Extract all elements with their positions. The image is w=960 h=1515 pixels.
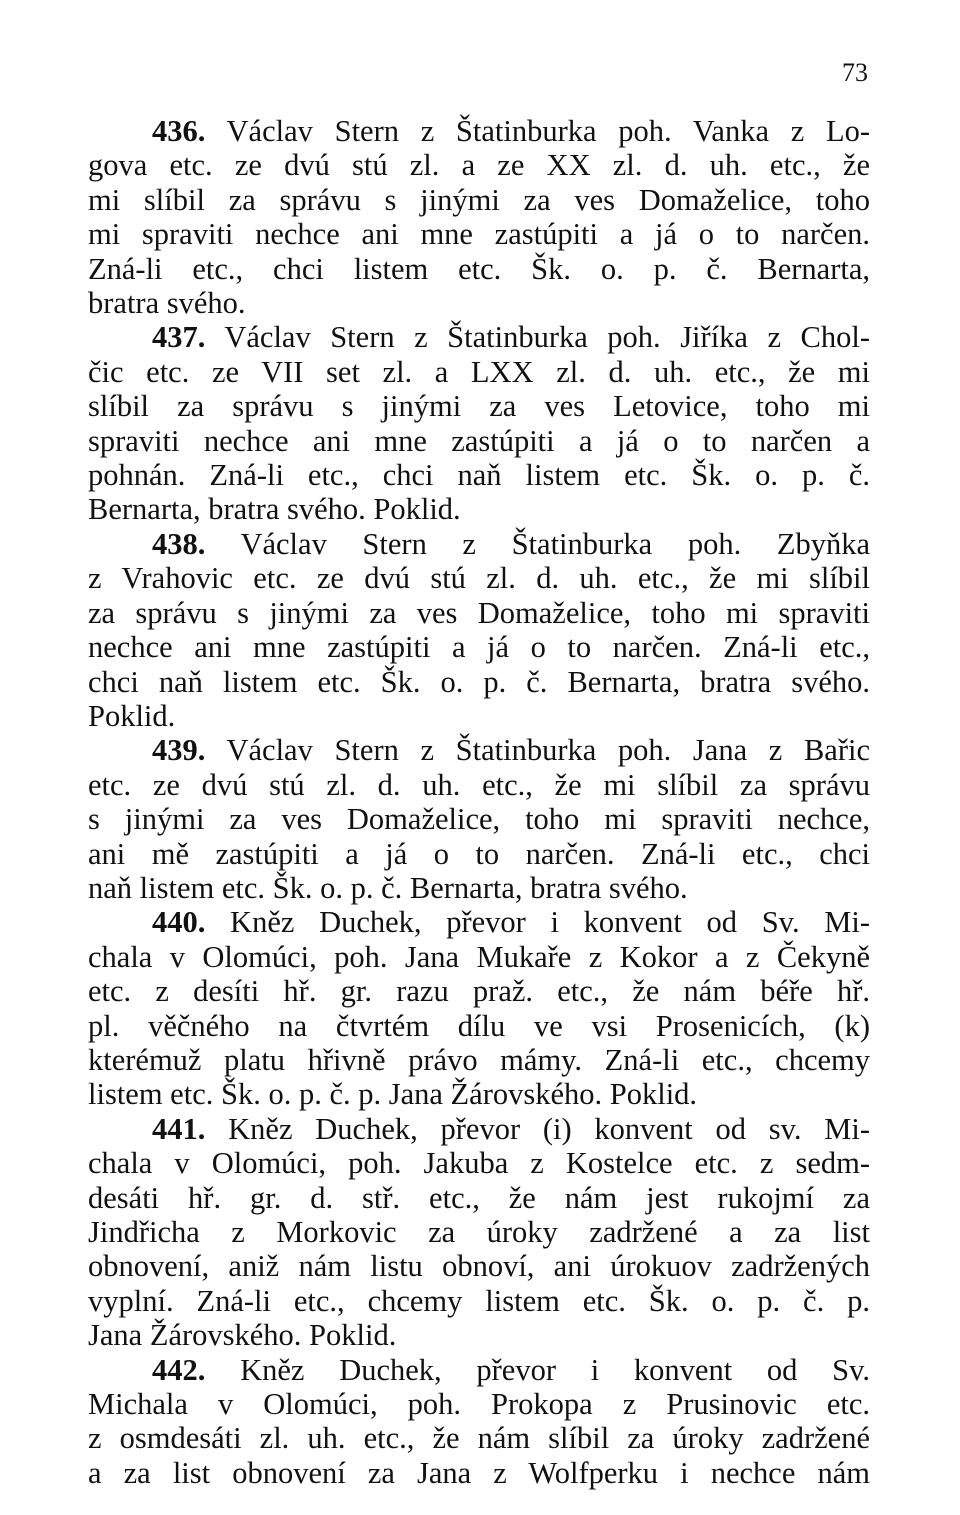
text-line: s jinými za ves Domaželice, toho mi spraviti nechce, [88, 802, 870, 837]
text-line: kterémuž platu hřivně právo mámy. Zná-li etc., chcemy [88, 1042, 870, 1077]
entry-number: 436. [152, 114, 206, 148]
text-line: obnovení, aniž nám listu obnoví, ani úrokuov zadržených [88, 1249, 870, 1284]
entry-first-line: 440. Kněz Duchek, převor i konvent od Sv. Mi- [152, 905, 870, 940]
text-line: z Vrahovic etc. ze dvú stú zl. d. uh. etc., že mi slíbil [88, 561, 870, 596]
text-line: vyplní. Zná-li etc., chcemy listem etc. Šk. o. p. č. p. [88, 1283, 870, 1318]
page-number: 73 [842, 58, 868, 87]
entry-number: 437. [152, 320, 206, 355]
text-line: mi slíbil za správu s jinými za ves Domaželice, toho [88, 182, 870, 217]
entry-first-line: 442. Kněz Duchek, převor i konvent od Sv. [152, 1352, 870, 1387]
text-line: nechce ani mne zastúpiti a já o to narčen. Zná-li etc., [88, 630, 870, 665]
entry-number: 439. [152, 733, 206, 768]
text-line: za správu s jinými za ves Domaželice, toho mi spraviti [88, 595, 870, 630]
text-line: spraviti nechce ani mne zastúpiti a já o to narčen a [88, 423, 870, 458]
document-text [88, 114, 870, 1490]
text-line: listem etc. Šk. o. p. č. p. Jana Žárovského. Poklid. [88, 1077, 698, 1112]
text-line: naň listem etc. Šk. o. p. č. Bernarta, bratra svého. [88, 870, 688, 905]
text-line: Jindřicha z Morkovic za úroky zadržené a za list [88, 1215, 870, 1249]
entry-first-line: 437. Václav Stern z Štatinburka poh. Jiříka z Chol- [152, 320, 870, 355]
entry-number: 441. [152, 1111, 206, 1146]
entry-first-line: 441. Kněz Duchek, převor (i) konvent od sv. Mi- [152, 1111, 870, 1146]
entry-first-line: 438. Václav Stern z Štatinburka poh. Zbyňka [152, 526, 870, 561]
text-line: pl. věčného na čtvrtém dílu ve vsi Prosenicích, (k) [88, 1008, 870, 1043]
text-line: Michala v Olomúci, poh. Prokopa z Prusinovic etc. [88, 1387, 870, 1422]
text-line: etc. ze dvú stú zl. d. uh. etc., že mi slíbil za správu [88, 767, 870, 802]
entry-first-line: 439. Václav Stern z Štatinburka poh. Jana z Bařic [152, 733, 870, 768]
text-line: čic etc. ze VII set zl. a LXX zl. d. uh. etc., že mi [88, 354, 870, 389]
entry-number: 440. [152, 905, 206, 940]
entry-number: 438. [152, 526, 206, 561]
text-line: bratra svého. [88, 286, 246, 321]
text-line: Jana Žárovského. Poklid. [88, 1318, 397, 1353]
text-line: mi spraviti nechce ani mne zastúpiti a já o to narčen. [88, 217, 870, 252]
text-line: Poklid. [88, 698, 176, 733]
text-line: chala v Olomúci, poh. Jakuba z Kostelce etc. z sedm- [88, 1146, 870, 1181]
text-line: chci naň listem etc. Šk. o. p. č. Bernarta, bratra svého. [88, 664, 870, 699]
text-line: a za list obnovení za Jana z Wolfperku i nechce nám [88, 1455, 870, 1490]
text-line: pohnán. Zná-li etc., chci naň listem etc. Šk. o. p. č. [88, 458, 870, 493]
text-line: Zná-li etc., chci listem etc. Šk. o. p. č. Bernarta, [88, 251, 870, 286]
text-line: chala v Olomúci, poh. Jana Mukaře z Kokor a z Čekyně [88, 939, 870, 974]
text-line: ani mě zastúpiti a já o to narčen. Zná-li etc., chci [88, 836, 870, 871]
entry-first-line: 436. Václav Stern z Štatinburka poh. Vanka z Lo- [152, 114, 870, 148]
text-line: Bernarta, bratra svého. Poklid. [88, 492, 461, 527]
text-line: gova etc. ze dvú stú zl. a ze XX zl. d. uh. etc., že [88, 148, 870, 183]
text-line: desáti hř. gr. d. stř. etc., že nám jest rukojmí za [88, 1180, 870, 1215]
text-line: z osmdesáti zl. uh. etc., že nám slíbil za úroky zadržené [88, 1421, 870, 1456]
entry-number: 442. [152, 1352, 206, 1387]
text-line: slíbil za správu s jinými za ves Letovice, toho mi [88, 389, 870, 424]
text-line: etc. z desíti hř. gr. razu praž. etc., že nám béře hř. [88, 974, 870, 1009]
